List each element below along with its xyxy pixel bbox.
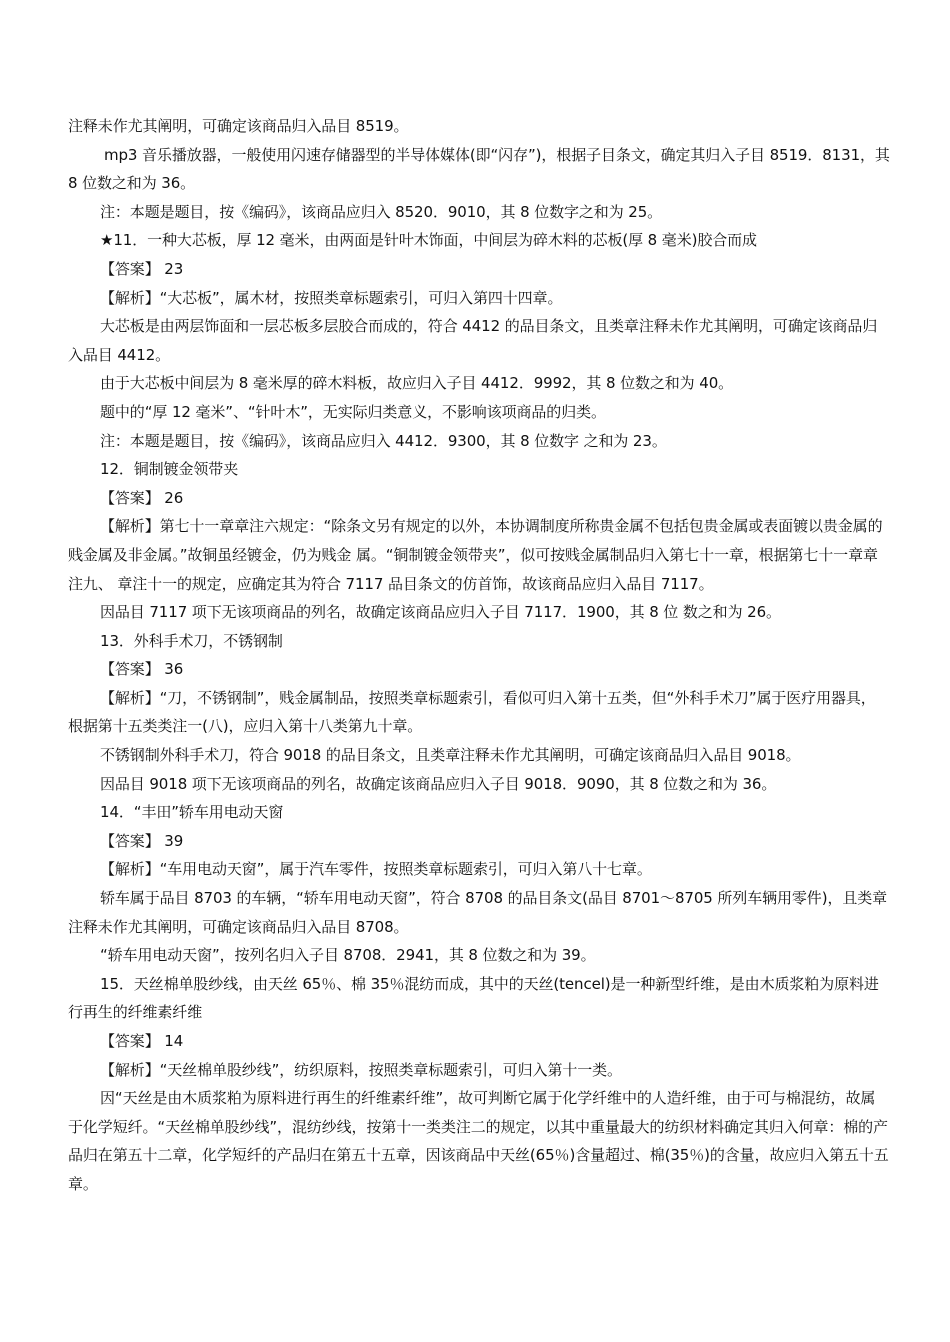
paragraph: “轿车用电动天窗”，按列名归入子目 8708．2941，其 8 位数之和为 39。 [100,946,596,965]
analysis-line: 【解析】第七十一章章注六规定：“除条文另有规定的以外，本协调制度所称贵金属不包括包贵金属或表面镀以贵金属的贱金属及非金属。”故铜虽经镀金，仍为贱金 属。“铜制镀金领带夹”，似可按贱金属制品归入第七十一章，根据第七十一章章注九、 章注十一的规定，应确定其为符合 7117 品目条文的仿首饰，故该商品应归入品目 7117。 [68,517,883,593]
answer-line: 【答案】 23 [100,259,184,278]
paragraph: 因品目 9018 项下无该项商品的列名，故确定该商品应归入子目 9018．9090，其 8 位数之和为 36。 [100,774,777,793]
question-heading: 14．“丰田”轿车用电动天窗 [100,803,284,822]
question-heading: 15．天丝棉单股纱线，由天丝 65％、棉 35％混纺而成，其中的天丝(tencel)是一种新型纤维，是由木质浆粕为原料进行再生的纤维素纤维 [68,974,879,1022]
document-page [68,112,890,1199]
paragraph: 因“天丝是由木质浆粕为原料进行再生的纤维素纤维”，故可判断它属于化学纤维中的人造纤维，由于可与棉混纺，故属于化学短纤。“天丝棉单股纱线”，混纺纱线，按第十一类类注二的规定，以其中重量最大的纺织材料确定其归入何章：棉的产品归在第五十二章，化学短纤的产品归在第五十五章，因该商品中天丝(65％)含量超过、棉(35％)的含量，故应归入第五十五章。 [68,1089,889,1193]
paragraph: 注：本题是题目，按《编码》，该商品应归入 8520．9010，其 8 位数字之和为 25。 [100,202,663,221]
paragraph: 注：本题是题目，按《编码》，该商品应归入 4412．9300，其 8 位数字 之和为 23。 [100,431,667,450]
question-heading: 13．外科手术刀，不锈钢制 [100,631,283,650]
question-heading: ★11．一种大芯板，厚 12 毫米，由两面是针叶木饰面，中间层为碎木料的芯板(厚 8 毫米)胶合而成 [100,231,757,250]
paragraph: 题中的“厚 12 毫米”、“针叶木”，无实际归类意义，不影响该项商品的归类。 [100,402,606,421]
question-heading: 12．铜制镀金领带夹 [100,460,239,479]
analysis-line: 【解析】“刀，不锈钢制”，贱金属制品，按照类章标题索引，看似可归入第十五类，但“外科手术刀”属于医疗用器具，根据第十五类类注一(八)，应归入第十八类第九十章。 [68,688,876,736]
paragraph: mp3 音乐播放器，一般使用闪速存储器型的半导体媒体(即“闪存”)，根据子目条文，确定其归入子目 8519．8131，其 8 位数之和为 36。 [68,145,890,193]
paragraph: 因品目 7117 项下无该项商品的列名，故确定该商品应归入子目 7117．1900，其 8 位 数之和为 26。 [100,603,781,622]
paragraph: 注释未作尤其阐明，可确定该商品归入品目 8519。 [68,117,409,135]
answer-line: 【答案】 14 [100,1032,184,1050]
paragraph: 不锈钢制外科手术刀，符合 9018 的品目条文，且类章注释未作尤其阐明，可确定该商品归入品目 9018。 [100,746,801,765]
analysis-line: 【解析】“大芯板”，属木材，按照类章标题索引，可归入第四十四章。 [100,288,563,307]
answer-line: 【答案】 26 [100,488,184,507]
answer-line: 【答案】 39 [100,831,184,850]
paragraph: 由于大芯板中间层为 8 毫米厚的碎木料板，故应归入子目 4412．9992，其 8 位数之和为 40。 [100,374,734,393]
paragraph: 轿车属于品目 8703 的车辆，“轿车用电动天窗”，符合 8708 的品目条文(品目 8701～8705 所列车辆用零件)，且类章注释未作尤其阐明，可确定该商品归入品目 8708。 [68,889,888,936]
analysis-line: 【解析】“车用电动天窗”，属于汽车零件，按照类章标题索引，可归入第八十七章。 [100,860,652,879]
paragraph: 大芯板是由两层饰面和一层芯板多层胶合而成的，符合 4412 的品目条文，且类章注释未作尤其阐明，可确定该商品归入品目 4412。 [68,317,878,364]
answer-line: 【答案】 36 [100,660,184,679]
analysis-line: 【解析】“天丝棉单股纱线”，纺织原料，按照类章标题索引，可归入第十一类。 [100,1060,622,1079]
